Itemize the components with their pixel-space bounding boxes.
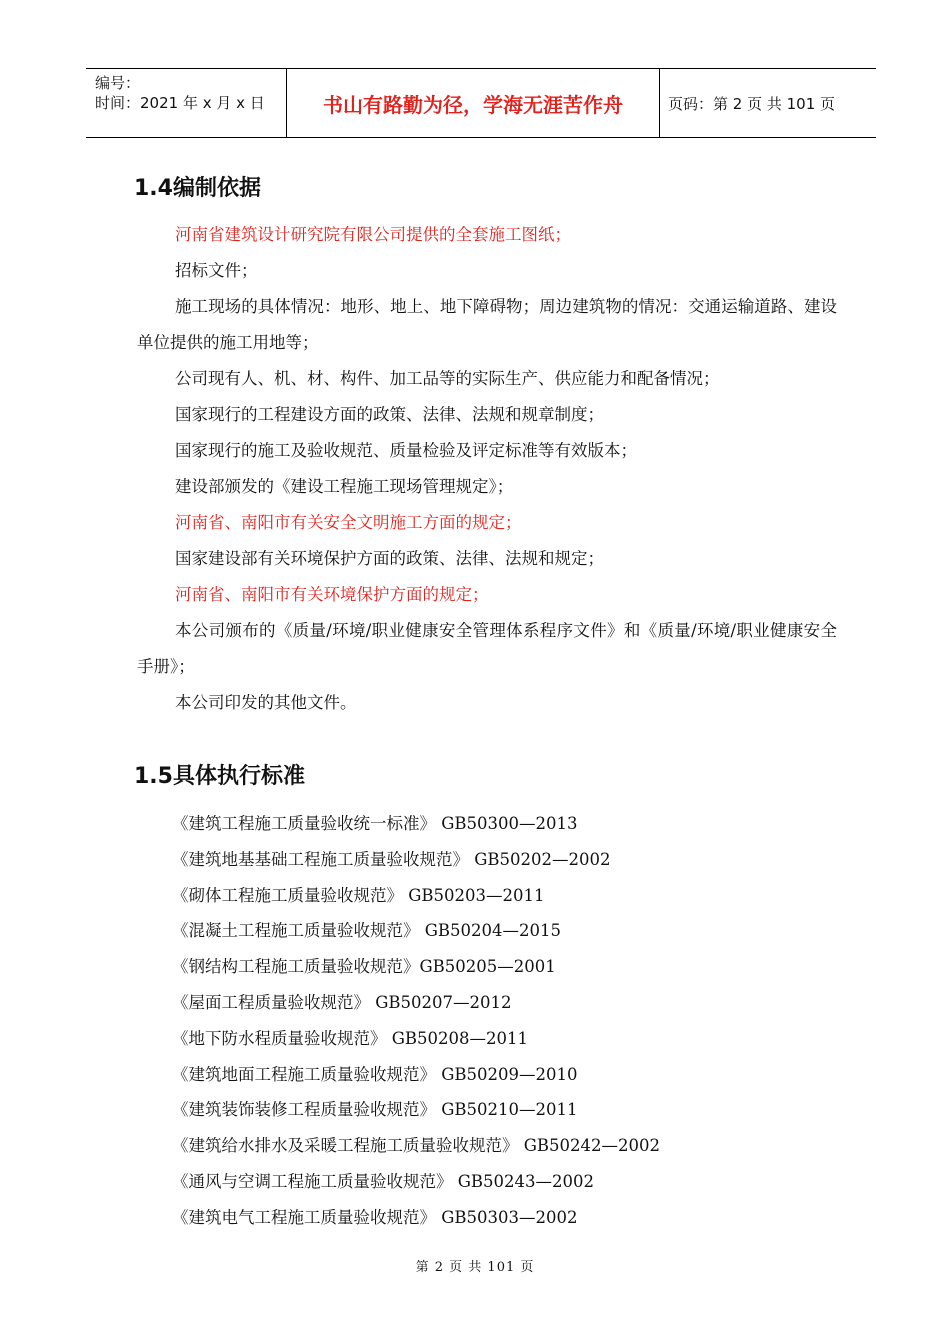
- time-label: 时间：2021 年 x 月 x 日: [95, 94, 265, 112]
- basis-item: 本公司颁布的《质量/环境/职业健康安全管理体系程序文件》和《质量/环境/职业健康安全手册》；: [137, 621, 837, 676]
- standard-item: 《屋面工程质量验收规范》 GB50207—2012: [172, 992, 512, 1012]
- standard-item: 《地下防水程质量验收规范》 GB50208—2011: [172, 1028, 529, 1048]
- basis-item: 本公司印发的其他文件。: [175, 693, 357, 712]
- standard-item: 《砌体工程施工质量验收规范》 GB50203—2011: [172, 885, 545, 905]
- section-title-1-5: 1.5具体执行标准: [134, 764, 305, 789]
- basis-item: 施工现场的具体情况：地形、地上、地下障碍物；周边建筑物的情况：交通运输道路、建设单位提供的施工用地等；: [137, 297, 837, 352]
- basis-item: 国家现行的工程建设方面的政策、法律、法规和规章制度；: [175, 405, 604, 424]
- basis-item: 河南省、南阳市有关环境保护方面的规定；: [175, 585, 489, 604]
- page-header: [86, 68, 876, 138]
- section-1-4-body: [137, 217, 837, 721]
- standard-item: 《建筑电气工程施工质量验收规范》 GB50303—2002: [172, 1207, 578, 1227]
- standard-item: 《通风与空调工程施工质量验收规范》 GB50243—2002: [172, 1171, 595, 1191]
- standard-item: 《混凝土工程施工质量验收规范》 GB50204—2015: [172, 921, 562, 941]
- basis-item: 国家现行的施工及验收规范、质量检验及评定标准等有效版本；: [175, 441, 637, 460]
- basis-item: 河南省、南阳市有关安全文明施工方面的规定；: [175, 513, 522, 532]
- standard-item: 《建筑工程施工质量验收统一标准》 GB50300—2013: [172, 814, 578, 833]
- basis-item: 国家建设部有关环境保护方面的政策、法律、法规和规定；: [175, 549, 604, 568]
- header-meta: [86, 69, 287, 137]
- basis-item: 招标文件；: [175, 261, 258, 280]
- header-motto: 书山有路勤为径，学海无涯苦作舟: [287, 69, 660, 137]
- header-page-number: 页码：第 2 页 共 101 页: [668, 94, 836, 113]
- standard-item: 《建筑给水排水及采暖工程施工质量验收规范》 GB50242—2002: [172, 1136, 661, 1156]
- standards-list: [172, 806, 660, 1236]
- section-title-1-4: 1.4编制依据: [134, 176, 261, 201]
- basis-item: 公司现有人、机、材、构件、加工品等的实际生产、供应能力和配备情况；: [175, 369, 720, 388]
- standard-item: 《建筑装饰装修工程质量验收规范》 GB50210—2011: [172, 1100, 578, 1120]
- standard-item: 《建筑地基基础工程施工质量验收规范》 GB50202—2002: [172, 849, 611, 869]
- code-label: 编号：: [95, 74, 141, 92]
- basis-item: 建设部颁发的《建设工程施工现场管理规定》；: [175, 477, 514, 496]
- standard-item: 《建筑地面工程施工质量验收规范》 GB50209—2010: [172, 1064, 578, 1084]
- basis-item: 河南省建筑设计研究院有限公司提供的全套施工图纸；: [175, 225, 571, 244]
- standard-item: 《钢结构工程施工质量验收规范》GB50205—2001: [172, 957, 556, 977]
- page-footer: 第 2 页 共 101 页: [415, 1260, 535, 1275]
